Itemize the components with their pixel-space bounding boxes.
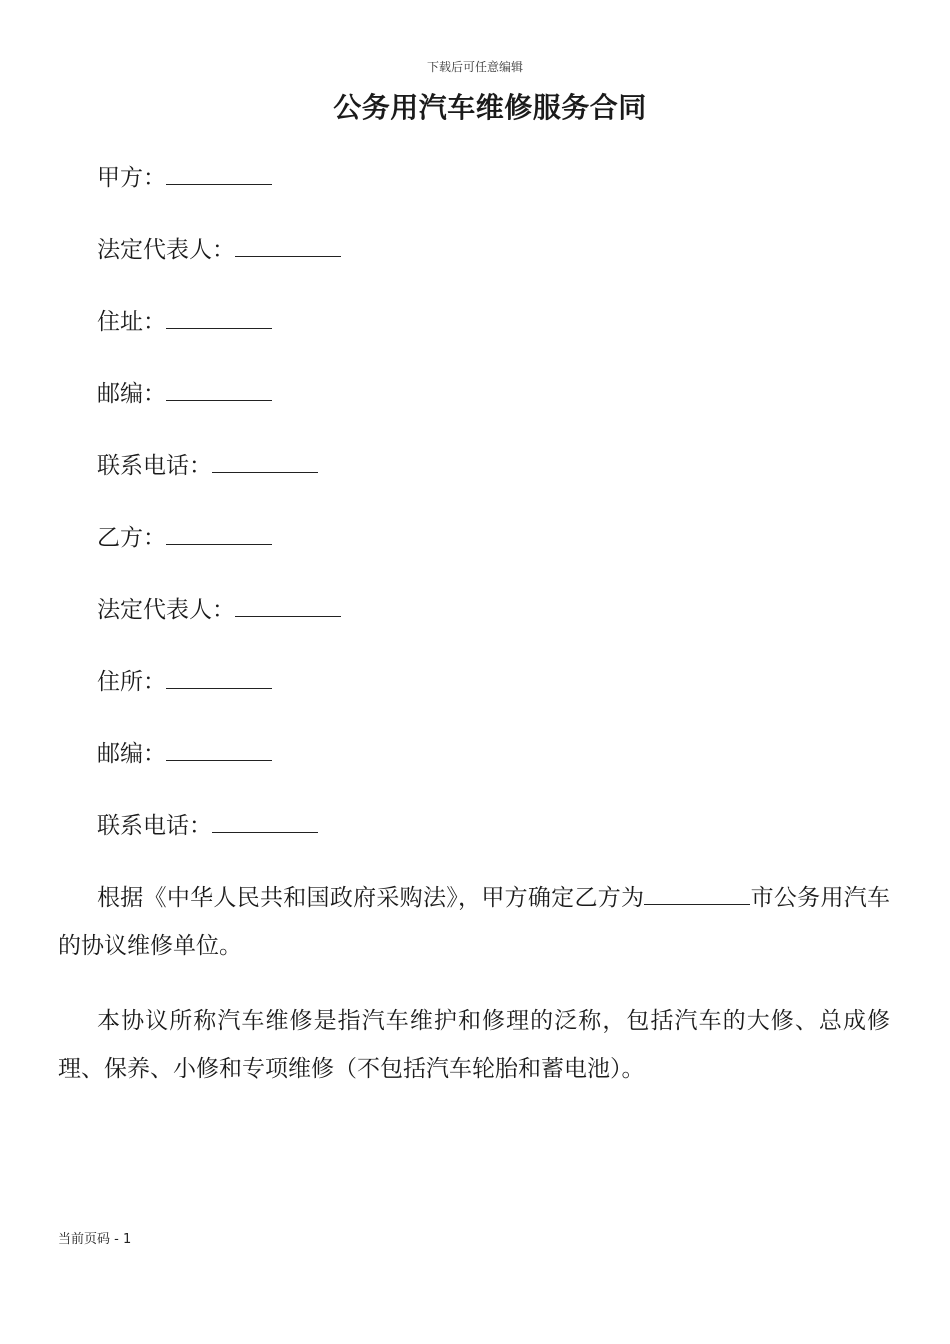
paragraph-designation	[58, 874, 890, 970]
party-a-phone-field	[97, 451, 318, 481]
paragraph-designation-text-start: 根据《中华人民共和国政府采购法》，甲方确定乙方为	[97, 885, 645, 911]
party-b-representative-blank	[235, 596, 341, 617]
party-a-phone-label: 联系电话：	[97, 453, 212, 479]
party-a-address-field	[97, 307, 272, 337]
party-a-address-blank	[166, 308, 272, 329]
party-a-label: 甲方：	[97, 165, 166, 191]
party-b-address-field	[97, 667, 272, 697]
party-a-representative-blank	[235, 236, 341, 257]
party-b-phone-field	[97, 811, 318, 841]
party-a-postcode-blank	[166, 380, 272, 401]
party-b-address-blank	[166, 668, 272, 689]
party-a-representative-label: 法定代表人：	[97, 237, 235, 263]
party-b-representative-label: 法定代表人：	[97, 597, 235, 623]
party-a-phone-blank	[212, 452, 318, 473]
paragraph-definition: 本协议所称汽车维修是指汽车维护和修理的泛称，包括汽车的大修、总成修理、保养、小修和专项维修（不包括汽车轮胎和蓄电池）。	[58, 1008, 890, 1082]
party-b-address-label: 住所：	[97, 669, 166, 695]
party-b-representative-field	[97, 595, 341, 625]
party-a-field	[97, 163, 272, 193]
paragraph-designation-text-end: 市公务用汽车的协议维修单位。	[58, 885, 891, 959]
party-a-address-label: 住址：	[97, 309, 166, 335]
party-a-postcode-field	[97, 379, 272, 409]
party-a-representative-field	[97, 235, 341, 265]
header-note: 下载后可任意编辑	[426, 60, 523, 74]
party-b-postcode-label: 邮编：	[97, 741, 166, 767]
party-b-phone-label: 联系电话：	[97, 813, 212, 839]
party-a-blank	[166, 164, 272, 185]
party-b-field	[97, 523, 272, 553]
document-title: 公务用汽车维修服务合同	[333, 91, 647, 124]
party-a-postcode-label: 邮编：	[97, 381, 166, 407]
page-number: 当前页码 - 1	[58, 1232, 132, 1247]
party-b-blank	[166, 524, 272, 545]
party-b-phone-blank	[212, 812, 318, 833]
party-b-postcode-field	[97, 739, 272, 769]
city-blank	[644, 884, 750, 905]
party-b-postcode-blank	[166, 740, 272, 761]
party-b-label: 乙方：	[97, 525, 166, 551]
